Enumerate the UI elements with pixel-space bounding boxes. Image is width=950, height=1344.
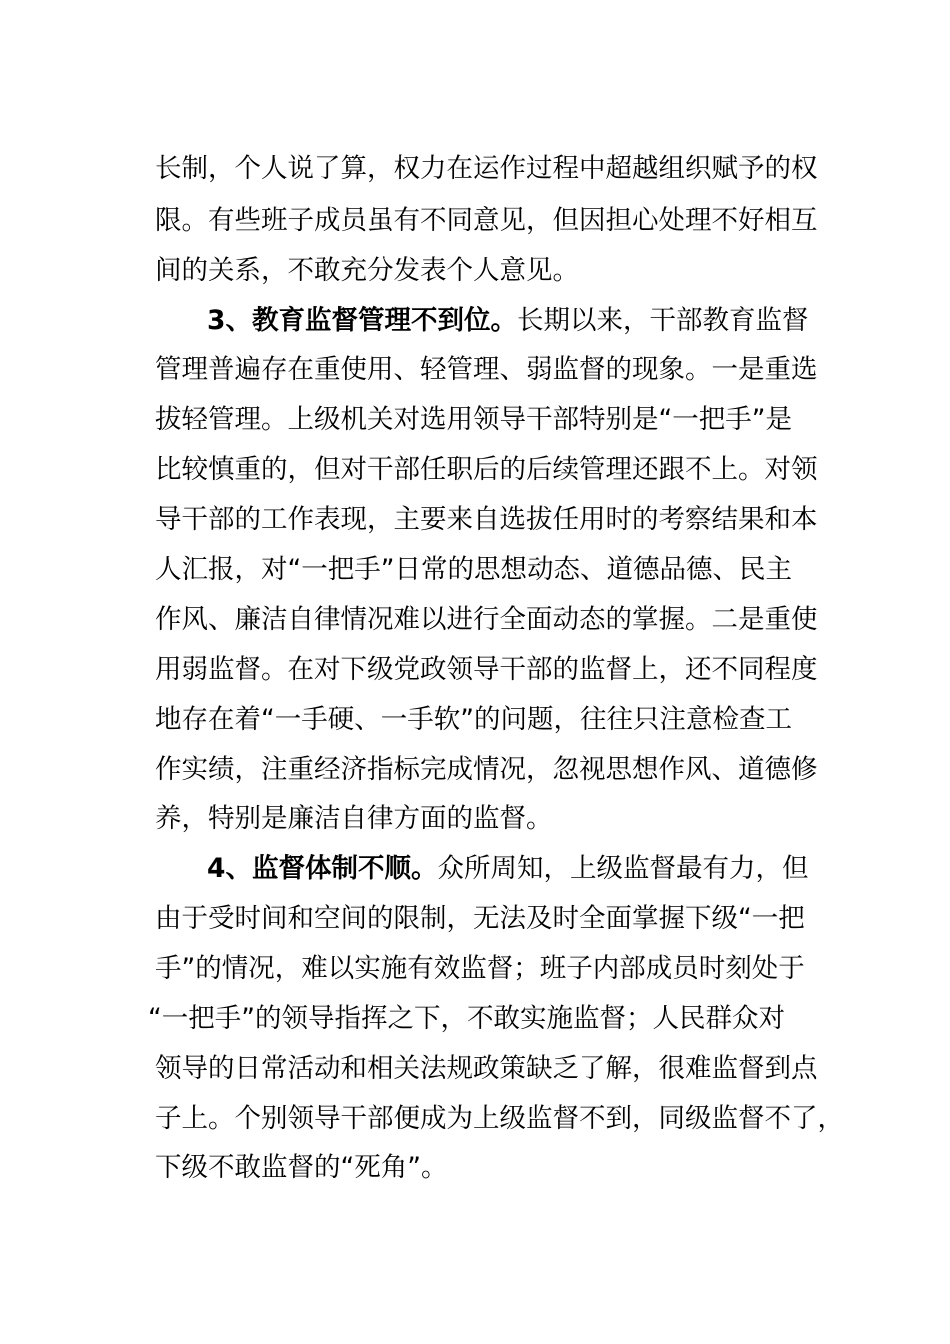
- text-line: 作风、廉洁自律情况难以进行全面动态的掌握。二是重使: [155, 604, 818, 635]
- text-line: 手”的情况，难以实施有效监督；班子内部成员时刻处于: [155, 953, 805, 984]
- section-4-heading: 4、监督体制不顺。: [207, 853, 438, 884]
- text-line: 子上。个别领导干部便成为上级监督不到，同级监督不了，: [155, 1103, 844, 1134]
- section-4-text: 众所周知，上级监督最有力，但: [437, 853, 809, 884]
- text-line: 作实绩，注重经济指标完成情况，忽视思想作风、道德修: [155, 754, 818, 785]
- text-line: 地存在着“一手硬、一手软”的问题，往往只注意检查工: [155, 704, 792, 735]
- section-3-line: [207, 301, 808, 341]
- text-line: 用弱监督。在对下级党政领导干部的监督上，还不同程度: [155, 654, 818, 685]
- text-line: 比较慎重的，但对干部任职后的后续管理还跟不上。对领: [155, 454, 818, 485]
- section-3-text: 长期以来，干部教育监督: [516, 305, 809, 336]
- text-line: 由于受时间和空间的限制，无法及时全面掌握下级“一把: [155, 903, 805, 934]
- text-line: 管理普遍存在重使用、轻管理、弱监督的现象。一是重选: [155, 354, 818, 385]
- text-line: “一把手”的领导指挥之下，不敢实施监督；人民群众对: [148, 1003, 785, 1034]
- text-line: 领导的日常活动和相关法规政策缺乏了解，很难监督到点: [155, 1053, 818, 1084]
- text-line: 拔轻管理。上级机关对选用领导干部特别是“一把手”是: [155, 404, 792, 435]
- text-line: 导干部的工作表现，主要来自选拔任用时的考察结果和本: [155, 504, 818, 535]
- text-line: 限。有些班子成员虽有不同意见，但因担心处理不好相互: [155, 205, 818, 236]
- section-4-line: [207, 849, 808, 889]
- text-line: 长制，个人说了算，权力在运作过程中超越组织赋予的权: [155, 153, 818, 184]
- section-3-heading: 3、教育监督管理不到位。: [207, 305, 517, 336]
- text-line: 间的关系，不敢充分发表个人意见。: [155, 255, 579, 286]
- text-line: 养，特别是廉洁自律方面的监督。: [155, 803, 553, 834]
- text-line: 下级不敢监督的“死角”。: [155, 1152, 448, 1183]
- text-line: 人汇报，对“一把手”日常的思想动态、道德品德、民主: [155, 554, 792, 585]
